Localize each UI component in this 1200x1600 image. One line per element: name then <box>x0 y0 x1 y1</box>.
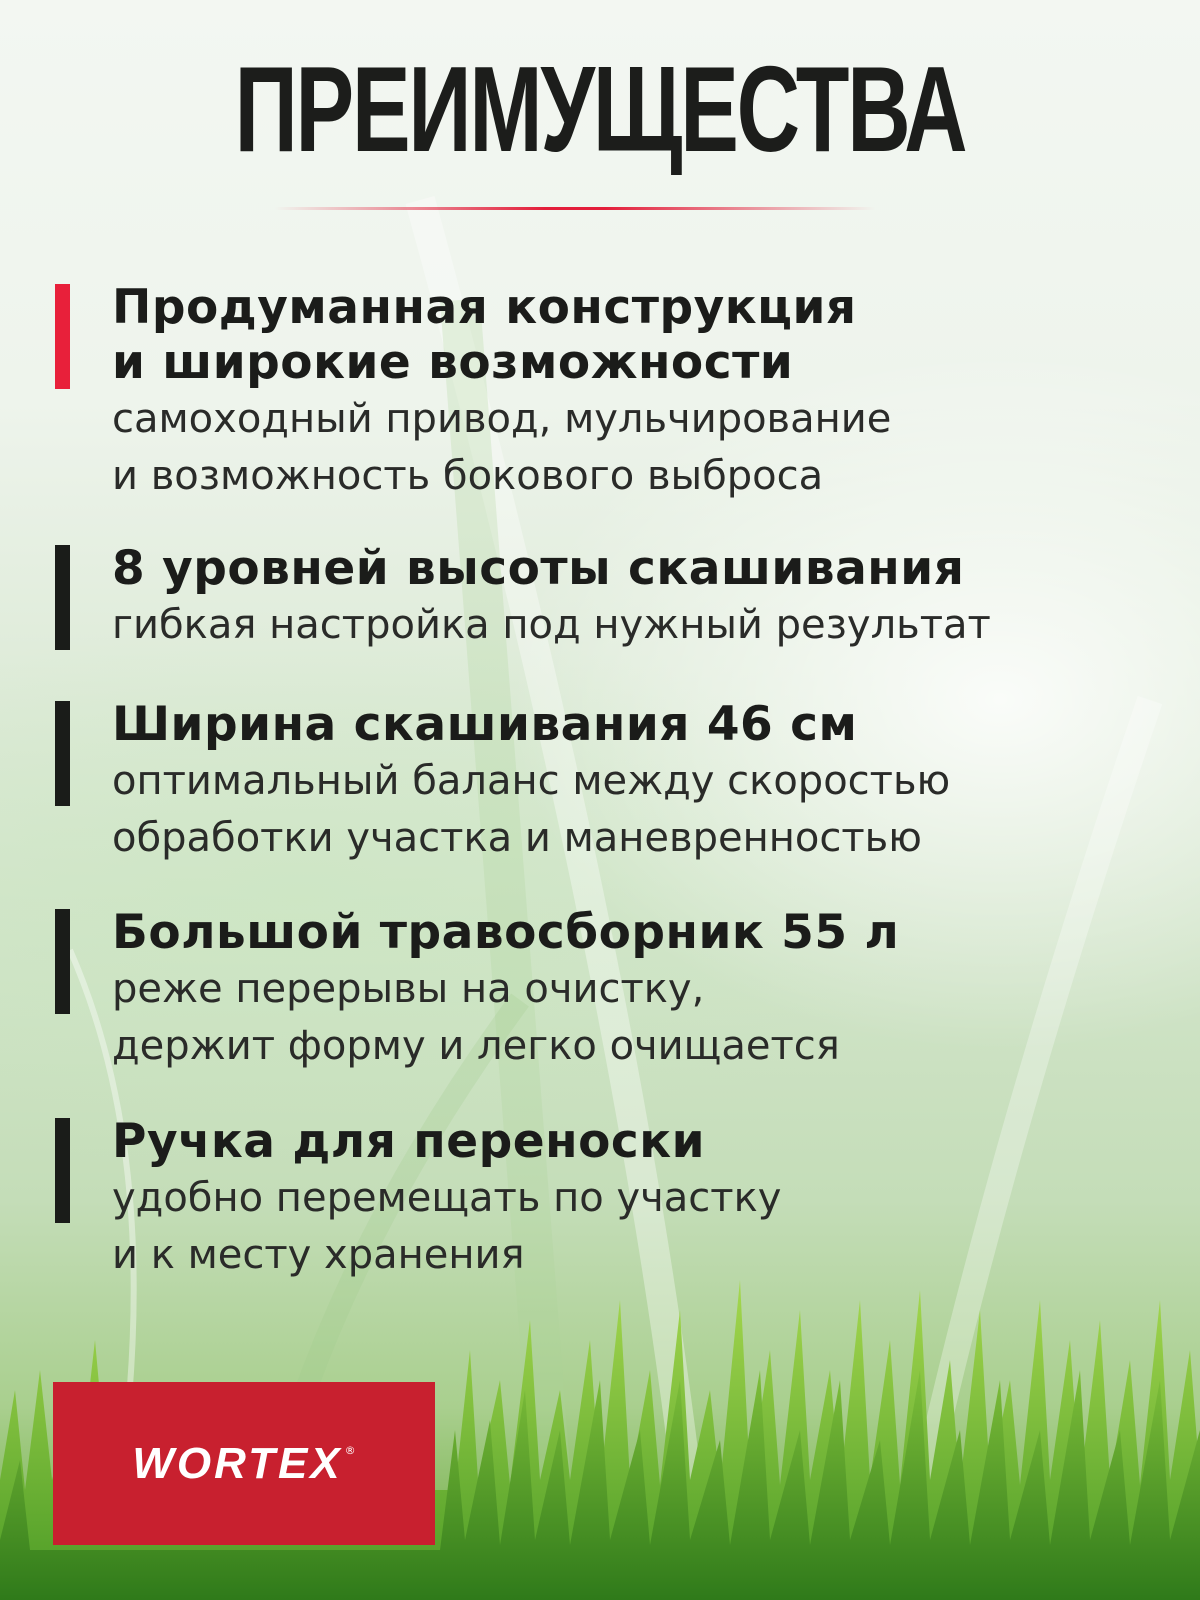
feature-marker <box>55 909 70 1014</box>
feature-marker <box>55 701 70 806</box>
feature-description: реже перерывы на очистку, <box>112 966 705 1012</box>
feature-heading: Большой травосборник 55 л <box>112 905 900 960</box>
feature-marker <box>55 284 70 389</box>
feature-heading: и широкие возможности <box>112 335 794 390</box>
logo-wordmark: WORTEX <box>132 1438 343 1488</box>
registered-mark: ® <box>344 1444 356 1457</box>
feature-description: оптимальный баланс между скоростью <box>112 758 951 804</box>
feature-description: обработки участка и маневренностью <box>112 815 922 861</box>
feature-heading: Продуманная конструкция <box>112 280 857 335</box>
page-title: ПРЕИМУЩЕСТВА <box>234 41 966 177</box>
feature-cutting-width <box>55 697 1175 866</box>
feature-carry-handle <box>55 1114 1175 1283</box>
feature-description: удобно перемещать по участку <box>112 1175 782 1221</box>
feature-description: самоходный привод, мульчирование <box>112 396 892 442</box>
feature-description: гибкая настройка под нужный результат <box>112 602 991 648</box>
feature-description: и к месту хранения <box>112 1232 525 1278</box>
feature-heading: 8 уровней высоты скашивания <box>112 541 965 596</box>
wortex-logo <box>53 1382 435 1545</box>
feature-description: и возможность бокового выброса <box>112 453 824 499</box>
feature-cutting-levels <box>55 541 1175 653</box>
feature-heading: Ширина скашивания 46 см <box>112 697 858 752</box>
feature-description: держит форму и легко очищается <box>112 1023 840 1069</box>
feature-heading: Ручка для переноски <box>112 1114 706 1169</box>
feature-grass-collector <box>55 905 1175 1074</box>
feature-design <box>55 280 1175 504</box>
feature-marker <box>55 1118 70 1223</box>
feature-marker <box>55 545 70 650</box>
title-divider <box>275 207 875 210</box>
